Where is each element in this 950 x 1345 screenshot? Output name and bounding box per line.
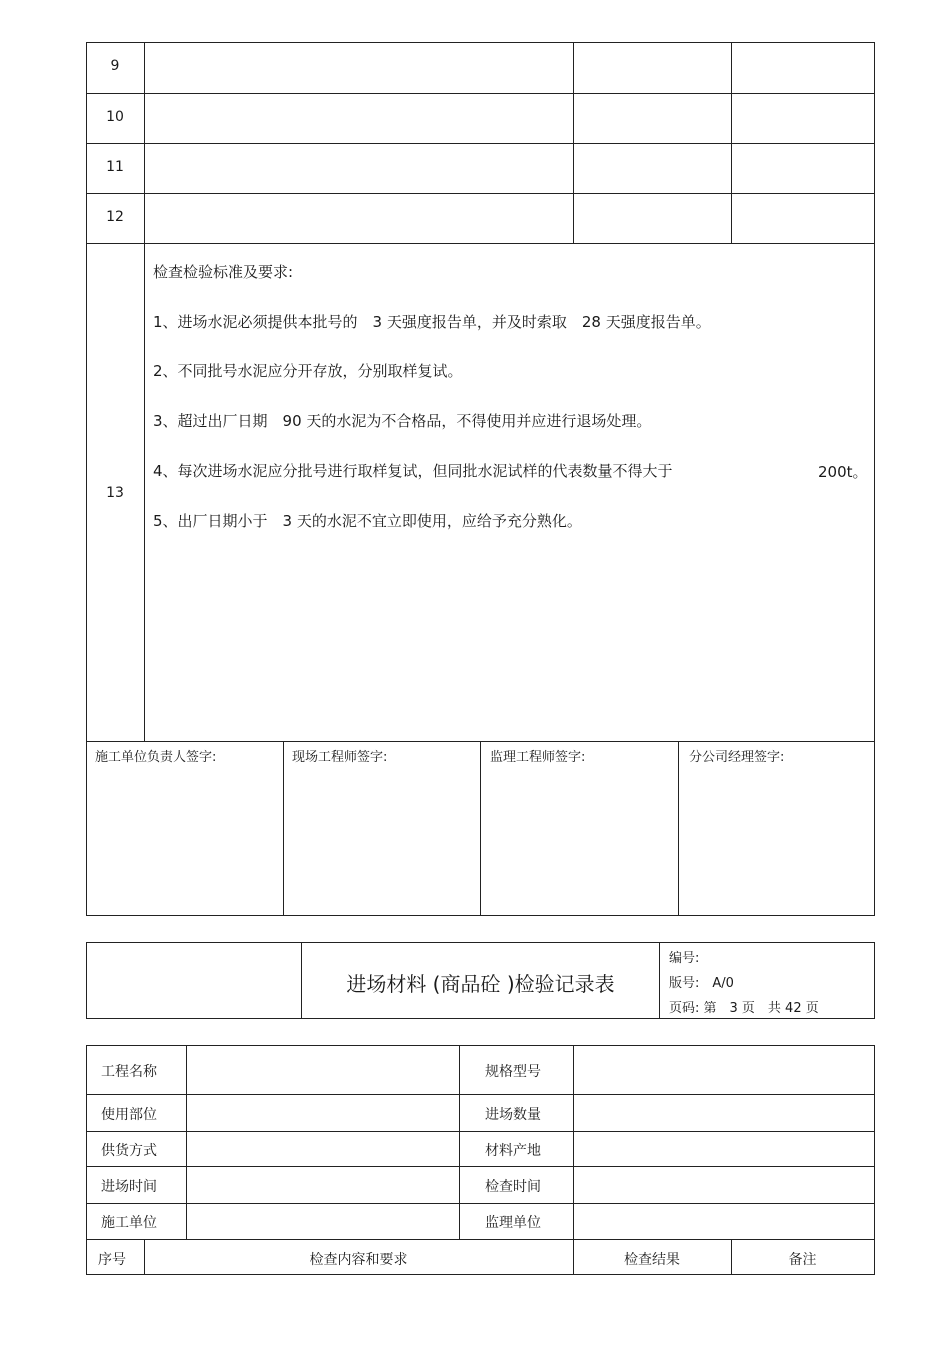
label-use-location: 使用部位: [101, 1107, 157, 1123]
row-number: 12: [106, 209, 124, 225]
col-header-no: 序号: [98, 1252, 126, 1268]
signature-branch-manager: 分公司经理签字:: [689, 750, 785, 765]
signature-supervisor: 监理工程师签字:: [490, 750, 586, 765]
requirement-item: 2、不同批号水泥应分开存放，分别取样复试。: [153, 362, 463, 380]
label-supervisor-unit: 监理单位: [485, 1215, 541, 1231]
col-header-result: 检查结果: [624, 1252, 680, 1268]
signature-contractor: 施工单位负责人签字:: [95, 750, 217, 765]
col-header-remark: 备注: [788, 1252, 817, 1268]
label-supply-method: 供货方式: [101, 1143, 157, 1159]
row-number: 13: [106, 485, 124, 501]
row-number: 11: [106, 159, 124, 175]
label-arrival-time: 进场时间: [101, 1179, 157, 1195]
row-number: 10: [106, 109, 124, 125]
requirements-heading: 检查检验标准及要求:: [153, 263, 294, 281]
doc-code-label: 编号:: [669, 951, 700, 966]
requirement-item: 5、出厂日期小于 3 天的水泥不宜立即使用，应给予充分熟化。: [153, 512, 582, 530]
label-origin: 材料产地: [485, 1143, 541, 1159]
requirement-item-tail: 200t。: [818, 463, 868, 481]
label-quantity: 进场数量: [485, 1107, 541, 1123]
signature-site-engineer: 现场工程师签字:: [292, 750, 388, 765]
label-spec-model: 规格型号: [485, 1064, 541, 1080]
col-header-content: 检查内容和要求: [309, 1252, 408, 1268]
label-project-name: 工程名称: [101, 1064, 157, 1080]
requirement-item: 4、每次进场水泥应分批号进行取样复试，但同批水泥试样的代表数量不得大于: [153, 462, 673, 480]
form-title: 进场材料 (商品砼 )检验记录表: [346, 972, 615, 996]
requirement-item: 3、超过出厂日期 90 天的水泥为不合格品，不得使用并应进行退场处理。: [153, 412, 652, 430]
row-number: 9: [110, 58, 120, 74]
label-contractor: 施工单位: [101, 1215, 157, 1231]
requirement-item: 1、进场水泥必须提供本批号的 3 天强度报告单，并及时索取 28 天强度报告单。: [153, 313, 711, 331]
label-inspection-time: 检查时间: [485, 1179, 541, 1195]
doc-page-number: 页码: 第 3 页 共 42 页: [669, 1001, 819, 1016]
doc-version: 版号: A/0: [669, 976, 734, 991]
